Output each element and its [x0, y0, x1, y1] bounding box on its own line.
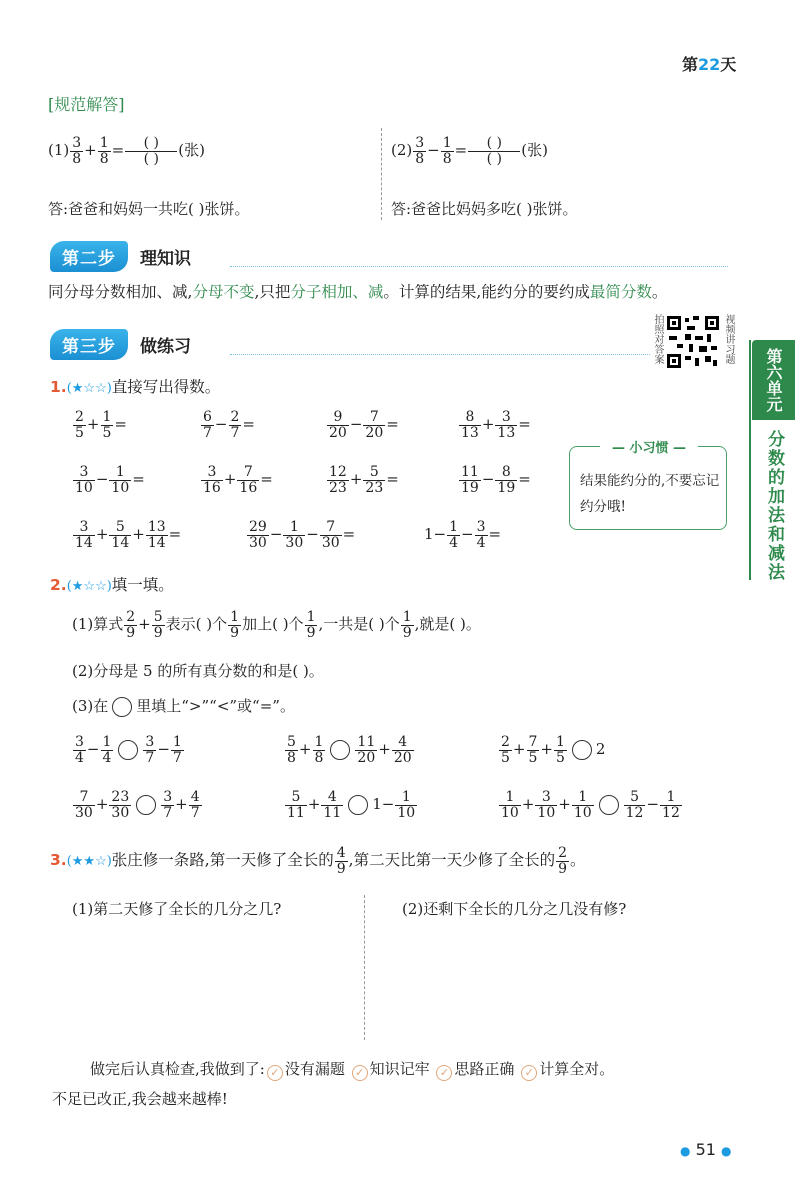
compare-circle[interactable] — [136, 795, 156, 815]
step2-underline — [230, 266, 728, 267]
step3-banner — [50, 329, 191, 360]
divider — [381, 128, 382, 220]
q2-number: 2. — [50, 576, 67, 594]
compare-item[interactable]: $\frac{5}{8}$ + $\frac{1}{8}$ $\frac{11}{20}$ + $\frac{4}{20}$ — [287, 734, 412, 766]
compare-circle[interactable] — [330, 740, 350, 760]
compare-item[interactable]: $\frac{3}{4}$ − $\frac{1}{4}$ $\frac{3}{7}$ − $\frac{1}{7}$ — [75, 734, 182, 766]
checklist: 做完后认真检查,我做到了: ✓ 没有漏题 ✓ 知识记牢 ✓ 思路正确 ✓ 计算全对。 — [90, 1060, 615, 1079]
compare-circle[interactable] — [118, 740, 138, 760]
step2-pill: 第二步 — [50, 241, 128, 272]
unit-topic: 分数的加法和减法 — [764, 430, 784, 582]
answer-expression-1: (1) $\frac{3}{8}$ + $\frac{1}{8}$ = $\frac{( )}{( )}$ (张) — [48, 135, 205, 167]
q1-item[interactable]: $\frac{6}{7}$ − $\frac{2}{7}$ = — [203, 409, 255, 441]
q3-stars: (★★☆) — [66, 854, 112, 870]
q1-item[interactable]: $\frac{3}{10}$ − $\frac{1}{10}$ = — [75, 464, 145, 496]
q3-header: 3.(★★☆)张庄修一条路,第一天修了全长的 $\frac{4}{9}$ ,第二天比第一天少修了全长的 $\frac{2}{9}$ 。 — [50, 845, 586, 877]
q2-part1[interactable]: (1)算式 $\frac{2}{9}$ + $\frac{5}{9}$ 表示( )个 $\frac{1}{9}$ 加上( )个 $\frac{1}{9}$ ,一共是( )个 $\frac{1}{9}$ ,就是( )。 — [72, 609, 481, 641]
q2-header — [50, 573, 174, 595]
day-label: 第22天 — [682, 55, 737, 74]
unit-side-tab — [752, 340, 796, 580]
qr-caption-right: 视频讲习题 — [723, 314, 734, 364]
q1-item[interactable]: $\frac{2}{5}$ + $\frac{1}{5}$ = — [75, 409, 127, 441]
q2-part3: (3)在 里填上“>”“<”或“=”。 — [72, 697, 295, 715]
q1-item[interactable]: $\frac{3}{14}$ + $\frac{5}{14}$ + $\frac{13}{14}$ = — [75, 519, 182, 551]
step3-underline — [230, 354, 650, 355]
q1-header — [50, 375, 220, 397]
q2-title: 填一填。 — [111, 576, 174, 594]
compare-circle[interactable] — [599, 795, 619, 815]
knowledge-text: 同分母分数相加、减,分母不变,只把分子相加、减。计算的结果,能约分的要约成最简分数。 — [48, 283, 668, 301]
unit-label: 第六单元 — [752, 340, 795, 420]
check-icon[interactable]: ✓ — [352, 1065, 368, 1081]
side-tab-border — [749, 340, 751, 580]
divider — [364, 895, 365, 1040]
q1-item[interactable]: $\frac{29}{30}$ − $\frac{1}{30}$ − $\frac{7}{30}$ = — [249, 519, 356, 551]
q1-item[interactable]: $\frac{3}{16}$ + $\frac{7}{16}$ = — [203, 464, 273, 496]
q3-answer-area-1[interactable] — [72, 925, 357, 1035]
compare-circle[interactable] — [572, 740, 592, 760]
step2-banner — [50, 241, 191, 272]
compare-item[interactable]: $\frac{2}{5}$ + $\frac{7}{5}$ + $\frac{1}{5}$ 2 — [501, 734, 606, 766]
answer-blank-fraction[interactable]: $\frac{( )}{( )}$ — [468, 136, 520, 166]
page-number: ● 51 ● — [680, 1140, 732, 1159]
fraction: $\frac{1}{8}$ — [442, 135, 452, 167]
answer-sentence-2: 答:爸爸比妈妈多吃( )张饼。 — [391, 200, 578, 218]
compare-circle[interactable] — [348, 795, 368, 815]
q3-answer-area-2[interactable] — [402, 925, 722, 1035]
q1-item[interactable]: $\frac{11}{19}$ − $\frac{8}{19}$ = — [461, 464, 531, 496]
step3-pill: 第三步 — [50, 329, 128, 360]
checklist-line2: 不足已改正,我会越来越棒! — [52, 1090, 228, 1108]
q2-stars: (★☆☆) — [66, 579, 112, 594]
q3-sub2: (2)还剩下全长的几分之几没有修? — [402, 900, 627, 918]
q1-item[interactable]: $\frac{8}{13}$ + $\frac{3}{13}$ = — [461, 409, 531, 441]
compare-item[interactable]: $\frac{5}{11}$ + $\frac{4}{11}$ 1− $\frac{1}{10}$ — [287, 789, 416, 821]
q1-item[interactable]: $\frac{9}{20}$ − $\frac{7}{20}$ = — [329, 409, 399, 441]
habit-title: — 小习惯 — — [600, 437, 698, 456]
q1-item[interactable]: 1− $\frac{1}{4}$ − $\frac{3}{4}$ = — [424, 519, 502, 551]
compare-item[interactable]: $\frac{1}{10}$ + $\frac{3}{10}$ + $\frac{1}{10}$ $\frac{5}{12}$ − $\frac{1}{12}$ — [501, 789, 680, 821]
q1-item[interactable]: $\frac{12}{23}$ + $\frac{5}{23}$ = — [329, 464, 399, 496]
q3-sub1: (1)第二天修了全长的几分之几? — [72, 900, 282, 918]
answer-sentence-1: 答:爸爸和妈妈一共吃( )张饼。 — [48, 200, 250, 218]
fraction: $\frac{1}{8}$ — [99, 135, 109, 167]
compare-item[interactable]: $\frac{7}{30}$ + $\frac{23}{30}$ $\frac{3}{7}$ + $\frac{4}{7}$ — [75, 789, 200, 821]
check-icon[interactable]: ✓ — [267, 1065, 283, 1081]
qr-block[interactable] — [652, 314, 734, 370]
check-icon[interactable]: ✓ — [521, 1065, 537, 1081]
fraction: $\frac{3}{8}$ — [415, 135, 425, 167]
compare-circle-icon — [112, 697, 132, 717]
fraction: $\frac{3}{8}$ — [72, 135, 82, 167]
q1-title: 直接写出得数。 — [111, 378, 221, 396]
q1-number: 1. — [50, 378, 67, 396]
habit-text: 结果能约分的,不要忘记约分哦! — [580, 473, 720, 515]
q1-stars: (★☆☆) — [66, 381, 112, 396]
check-icon[interactable]: ✓ — [436, 1065, 452, 1081]
step2-label: 理知识 — [140, 249, 191, 269]
q3-number: 3. — [50, 851, 67, 870]
answer-section-title: [规范解答] — [48, 95, 125, 114]
q2-part2[interactable]: (2)分母是 5 的所有真分数的和是( )。 — [72, 662, 324, 680]
qr-code-icon[interactable] — [665, 314, 721, 370]
answer-blank-fraction[interactable]: $\frac{( )}{( )}$ — [125, 136, 177, 166]
step3-label: 做练习 — [140, 337, 191, 357]
qr-caption-left: 拍照对答案 — [652, 314, 663, 364]
answer-expression-2: (2) $\frac{3}{8}$ − $\frac{1}{8}$ = $\frac{( )}{( )}$ (张) — [391, 135, 548, 167]
